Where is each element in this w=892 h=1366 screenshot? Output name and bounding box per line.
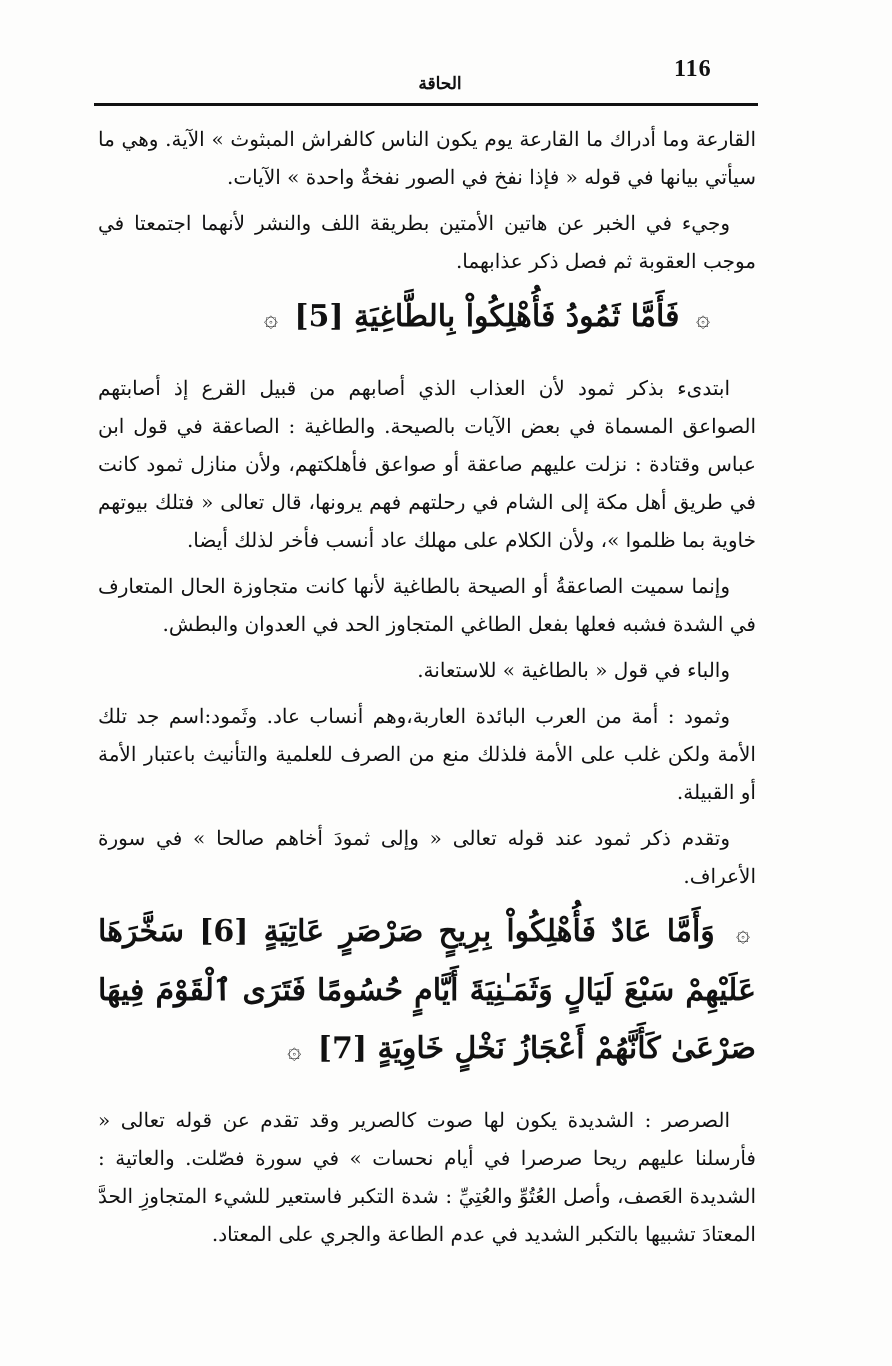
header-rule	[94, 103, 758, 106]
paragraph-2: وجيء في الخبر عن هاتين الأمتين بطريقة اللف والنشر لأنهما اجتمعتا في موجب العقوبة ثم فصل ذكر عذابهما.	[98, 211, 756, 273]
paragraph-1: القارعة وما أدراك ما القارعة يوم يكون الناس كالفراش المبثوث » الآية. وهي ما سيأتي بيانها في قوله « فإذا نفخ في الصور نفخةٌ واحدة » الآيات.	[98, 127, 756, 189]
paragraph-6: وثمود : أمة من العرب البائدة العاربة،وهم أنساب عاد. وثَمود:اسم جد تلك الأمة ولكن غلب على الأمة فلذلك منع من الصرف للعلمية والتأنيث باعتبار الأمة أو القبيلة.	[98, 704, 756, 804]
paragraph-3: ابتدىء بذكر ثمود لأن العذاب الذي أصابهم من قبيل القرع إذ أصابتهم الصواعق المسماة في بعض الآيات بالصيحة. والطاغية : الصاعقة في قول ابن عباس وقتادة : نزلت عليهم صاعقة أو صواعق فأهلكتهم، ولأن منازل ثمود كانت في طريق أهل مكة إلى الشام في رحلتهم فهم يرونها، قال تعالى « فتلك بيوتهم خاوية بما ظلموا »، ولأن الكلام على مهلك عاد أنسب فأخر لذلك أيضا.	[98, 376, 757, 552]
paragraph-5: والباء في قول « بالطاغية » للاستعانة.	[417, 658, 730, 682]
quran-verse-5	[98, 288, 756, 347]
verse-close-ornament-icon: ۞	[263, 304, 278, 332]
page-number: 116	[674, 56, 712, 82]
verse-text: وَأَمَّا عَادٌ فَأُهْلِكُواْ بِرِيحٍ صَرْصَرٍ عَاتِيَةٍ [6] سَخَّرَهَا عَلَيْهِمْ سَبْعَ لَيَالٍ وَثَمَـٰنِيَةَ أَيَّامٍ حُسُومًا فَتَرَى ٱلْقَوْمَ فِيهَا صَرْعَىٰ كَأَنَّهُمْ أَعْجَازُ نَخْلٍ خَاوِيَةٍ [7]	[98, 914, 756, 1066]
paragraph-4: وإنما سميت الصاعقةُ أو الصيحة بالطاغية لأنها كانت متجاوزة الحال المتعارف في الشدة فشبه فعلها بفعل الطاغي المتجاوز الحد في العدوان والبطش.	[98, 574, 756, 636]
body-text	[98, 120, 756, 1261]
verse-close-ornament-icon: ۞	[287, 1036, 302, 1064]
verse-open-ornament-icon: ۞	[695, 304, 710, 332]
verse-text: فَأَمَّا ثَمُودُ فَأُهْلِكُواْ بِالطَّاغِيَةِ [5]	[294, 299, 680, 334]
quran-verse-6-7	[98, 903, 756, 1079]
paragraph-7: وتقدم ذكر ثمود عند قوله تعالى « وإلى ثمودَ أخاهم صالحا » في سورة الأعراف.	[98, 826, 756, 888]
running-head: الحاقة	[418, 74, 462, 94]
verse-open-ornament-icon: ۞	[735, 919, 751, 947]
paragraph-8: الصرصر : الشديدة يكون لها صوت كالصرير وقد تقدم عن قوله تعالى « فأرسلنا عليهم ريحا صرصرا في أيام نحسات » في سورة فصّلت. والعاتية : الشديدة العَصف، وأصل العُتُوِّ والعُتِيِّ : شدة التكبر فاستعير للشيء المتجاوزِ الحدَّ المعتادَ تشبيها بالتكبر الشديد في عدم الطاعة والجري على المعتاد.	[98, 1108, 756, 1246]
